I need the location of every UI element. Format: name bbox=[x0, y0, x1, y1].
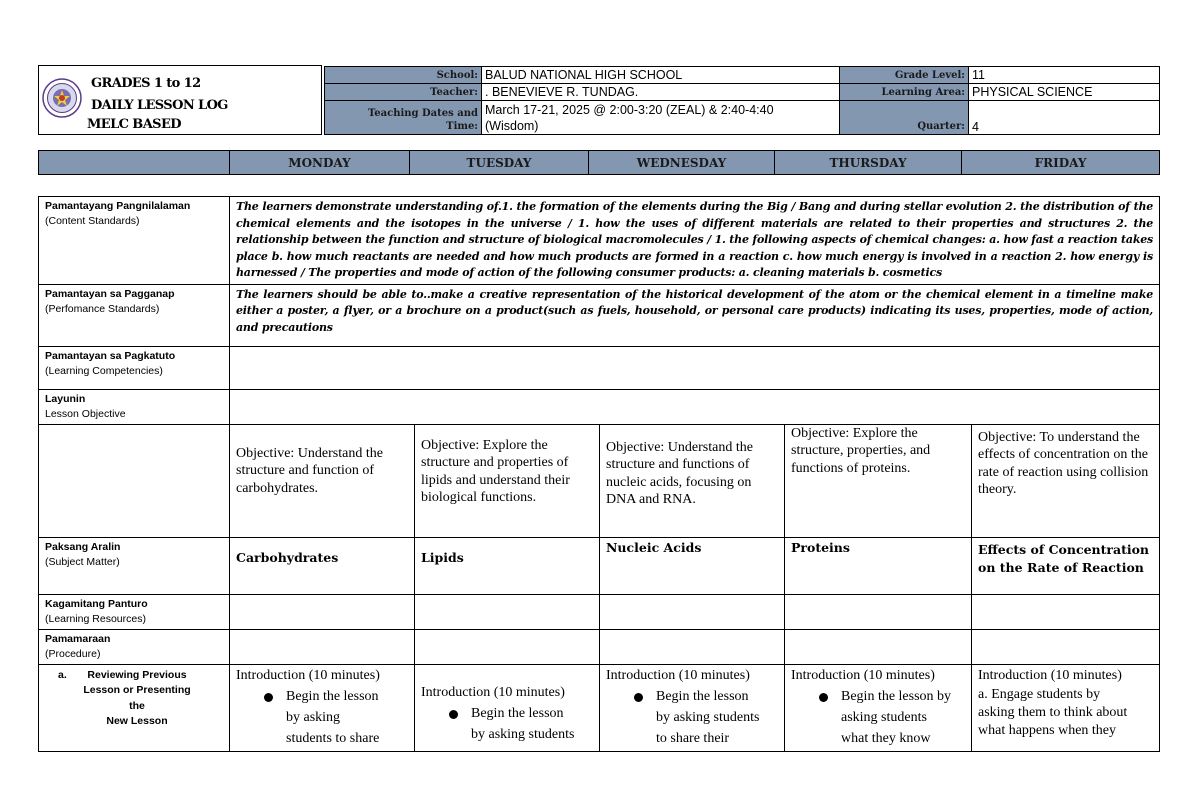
bullet-thursday-line3: what they know bbox=[841, 730, 931, 746]
friday-line2: asking them to think about bbox=[978, 704, 1128, 720]
procedure-friday bbox=[972, 629, 1160, 664]
bullet-dot-icon bbox=[634, 693, 643, 702]
bullet-tuesday bbox=[421, 703, 593, 745]
lesson-log-table bbox=[38, 196, 1160, 752]
bullet-wednesday-line3: to share their bbox=[656, 730, 730, 746]
performance-standards-label-sub: (Perfomance Standards) bbox=[45, 302, 160, 315]
bullet-monday-line1: Begin the lesson bbox=[286, 688, 379, 704]
reviewing-step-number: a. bbox=[58, 668, 67, 681]
teacher-label: Teacher: bbox=[325, 84, 482, 101]
procedure-thursday bbox=[785, 629, 972, 664]
school-value: BALUD NATIONAL HIGH SCHOOL bbox=[482, 67, 840, 84]
bullet-thursday-line2: asking students bbox=[841, 709, 927, 725]
reviewing-label-text bbox=[77, 668, 197, 730]
bullet-wednesday bbox=[606, 686, 778, 749]
objective-tuesday: Objective: Explore the structure and properties of lipids and understand their biological functions. bbox=[415, 424, 600, 537]
resources-wednesday bbox=[600, 594, 785, 629]
bullet-wednesday-line1: Begin the lesson bbox=[656, 688, 749, 704]
resources-friday bbox=[972, 594, 1160, 629]
subject-wednesday: Nucleic Acids bbox=[600, 537, 785, 594]
header-title-box bbox=[38, 65, 322, 135]
subject-thursday: Proteins bbox=[785, 537, 972, 594]
title-daily-lesson-log: DAILY LESSON LOG bbox=[91, 98, 228, 113]
performance-standards-label bbox=[39, 284, 230, 346]
teaching-dates-label-line2: Time: bbox=[446, 121, 478, 132]
learning-competencies-label bbox=[39, 346, 230, 389]
content-standards-label bbox=[39, 197, 230, 285]
quarter-value: 4 bbox=[969, 101, 1160, 135]
learning-area-label: Learning Area: bbox=[840, 84, 969, 101]
learning-area-value: PHYSICAL SCIENCE bbox=[969, 84, 1160, 101]
school-label: School: bbox=[325, 67, 482, 84]
resources-tuesday bbox=[415, 594, 600, 629]
intro-monday: Introduction (10 minutes) bbox=[236, 667, 380, 683]
subject-matter-label bbox=[39, 537, 230, 594]
bullet-thursday-text bbox=[841, 686, 951, 749]
subject-matter-label-bold: Paksang Aralin bbox=[45, 540, 121, 553]
row-reviewing-previous-lesson bbox=[39, 664, 1160, 751]
procedure-wednesday bbox=[600, 629, 785, 664]
bullet-tuesday-line1: Begin the lesson bbox=[471, 705, 564, 721]
bullet-wednesday-text bbox=[656, 686, 759, 749]
intro-friday: Introduction (10 minutes) bbox=[978, 667, 1122, 683]
procedure-monday bbox=[230, 629, 415, 664]
objectives-label-blank bbox=[39, 424, 230, 537]
objective-friday: Objective: To understand the effects of concentration on the rate of reaction using collision theory. bbox=[972, 424, 1160, 537]
learning-competencies-label-sub: (Learning Competencies) bbox=[45, 364, 163, 377]
bullet-thursday-line1: Begin the lesson by bbox=[841, 688, 952, 704]
resources-monday bbox=[230, 594, 415, 629]
row-lesson-objective-label bbox=[39, 389, 1160, 424]
reviewing-friday bbox=[972, 664, 1160, 751]
content-standards-label-sub: (Content Standards) bbox=[45, 215, 140, 227]
bullet-monday bbox=[236, 686, 408, 749]
row-objectives bbox=[39, 424, 1160, 537]
bullet-wednesday-line2: by asking students bbox=[656, 709, 760, 725]
day-header-row bbox=[38, 150, 1160, 175]
bullet-thursday bbox=[791, 686, 965, 749]
subject-matter-label-sub: (Subject Matter) bbox=[45, 555, 120, 568]
subject-tuesday: Lipids bbox=[415, 537, 600, 594]
row-learning-resources bbox=[39, 594, 1160, 629]
bullet-monday-text bbox=[286, 686, 379, 749]
title-melc-based: MELC BASED bbox=[87, 117, 181, 132]
teaching-dates-value-line2: (Wisdom) bbox=[485, 118, 539, 133]
subject-friday: Effects of Concentration on the Rate of Reaction bbox=[972, 537, 1160, 594]
row-procedure bbox=[39, 629, 1160, 664]
reviewing-label-line3: New Lesson bbox=[106, 715, 168, 727]
grade-level-value: 11 bbox=[969, 67, 1160, 84]
reviewing-label-line1: Reviewing Previous bbox=[87, 668, 187, 681]
reviewing-monday bbox=[230, 664, 415, 751]
deped-seal-icon bbox=[42, 78, 82, 118]
day-thursday: THURSDAY bbox=[775, 151, 962, 175]
grade-level-label: Grade Level: bbox=[840, 67, 969, 84]
content-standards-text: The learners demonstrate understanding of.1. the formation of the elements during the Big / Bang and during stellar evolution 2. the distribution of the chemical elements and the isotopes in the universe / 1. how the uses of different materials are related to their properties and structures 2. the relationship between the function and structure of biological macromolecules / 1. the following aspects of chemical changes: a. how fast a reaction takes place b. how much reactants are needed and how much products are formed in a reaction c. how much energy is involved in a reaction 2. how energy is harnessed / The properties and mode of action of the following consumer products: a. cleaning materials b. cosmetics bbox=[230, 197, 1160, 285]
bullet-dot-icon bbox=[264, 693, 273, 702]
intro-tuesday: Introduction (10 minutes) bbox=[421, 684, 565, 700]
learning-resources-label-bold: Kagamitang Panturo bbox=[45, 597, 148, 610]
procedure-label-sub: (Procedure) bbox=[45, 647, 101, 660]
title-grades: GRADES 1 to 12 bbox=[91, 76, 201, 91]
day-wednesday: WEDNESDAY bbox=[589, 151, 775, 175]
learning-resources-label bbox=[39, 594, 230, 629]
bullet-tuesday-text bbox=[471, 703, 574, 745]
teaching-dates-label-line1: Teaching Dates and bbox=[367, 108, 478, 119]
day-monday: MONDAY bbox=[230, 151, 410, 175]
performance-standards-label-bold: Pamantayan sa Pagganap bbox=[45, 287, 175, 300]
objective-wednesday: Objective: Understand the structure and functions of nucleic acids, focusing on DNA and RNA. bbox=[600, 424, 785, 537]
teaching-dates-label bbox=[325, 101, 482, 135]
row-learning-competencies bbox=[39, 346, 1160, 389]
objective-monday: Objective: Understand the structure and function of carbohydrates. bbox=[230, 424, 415, 537]
intro-thursday: Introduction (10 minutes) bbox=[791, 667, 935, 683]
friday-line1: a. Engage students by bbox=[978, 686, 1101, 702]
day-tuesday: TUESDAY bbox=[410, 151, 589, 175]
procedure-tuesday bbox=[415, 629, 600, 664]
reviewing-thursday bbox=[785, 664, 972, 751]
teaching-dates-value bbox=[482, 101, 840, 135]
day-friday: FRIDAY bbox=[962, 151, 1160, 175]
learning-resources-label-sub: (Learning Resources) bbox=[45, 612, 146, 625]
performance-standards-text: The learners should be able to..make a creative representation of the historical development of the atom or the chemical element in a timeline make either a poster, a flyer, or a brochure on a product(such as fuels, household, or personal care products) indicating its uses, properties, mode of action, and precautions bbox=[230, 284, 1160, 346]
reviewing-label-block bbox=[45, 668, 223, 730]
content-standards-label-bold: Pamantayang Pangnilalaman bbox=[45, 200, 191, 212]
bullet-tuesday-line2: by asking students bbox=[471, 726, 575, 742]
bullet-monday-line2: by asking bbox=[286, 709, 341, 725]
reviewing-label bbox=[39, 664, 230, 751]
bullet-dot-icon bbox=[819, 693, 828, 702]
row-subject-matter bbox=[39, 537, 1160, 594]
friday-line3: what happens when they bbox=[978, 722, 1117, 738]
day-header-blank bbox=[39, 151, 230, 175]
objective-thursday: Objective: Explore the structure, properties, and functions of proteins. bbox=[785, 424, 972, 537]
teacher-value: . BENEVIEVE R. TUNDAG. bbox=[482, 84, 840, 101]
reviewing-wednesday bbox=[600, 664, 785, 751]
bullet-dot-icon bbox=[449, 710, 458, 719]
lesson-objective-label-sub: Lesson Objective bbox=[45, 407, 126, 420]
learning-competencies-label-bold: Pamantayan sa Pagkatuto bbox=[45, 349, 176, 362]
intro-wednesday: Introduction (10 minutes) bbox=[606, 667, 750, 683]
row-performance-standards bbox=[39, 284, 1160, 346]
procedure-label bbox=[39, 629, 230, 664]
resources-thursday bbox=[785, 594, 972, 629]
reviewing-label-line2: Lesson or Presenting the bbox=[83, 684, 191, 712]
teaching-dates-value-line1: March 17-21, 2025 @ 2:00-3:20 (ZEAL) & 2:40-4:40 bbox=[485, 102, 774, 117]
info-table bbox=[324, 66, 1160, 135]
subject-monday: Carbohydrates bbox=[230, 537, 415, 594]
bullet-monday-line3: students to share bbox=[286, 730, 380, 746]
reviewing-tuesday bbox=[415, 664, 600, 751]
row-content-standards bbox=[39, 197, 1160, 285]
procedure-label-bold: Pamamaraan bbox=[45, 632, 111, 645]
quarter-label: Quarter: bbox=[840, 101, 969, 135]
lesson-objective-header-cell bbox=[230, 389, 1160, 424]
learning-competencies-cell bbox=[230, 346, 1160, 389]
lesson-objective-label-bold: Layunin bbox=[45, 392, 86, 405]
lesson-objective-label bbox=[39, 389, 230, 424]
